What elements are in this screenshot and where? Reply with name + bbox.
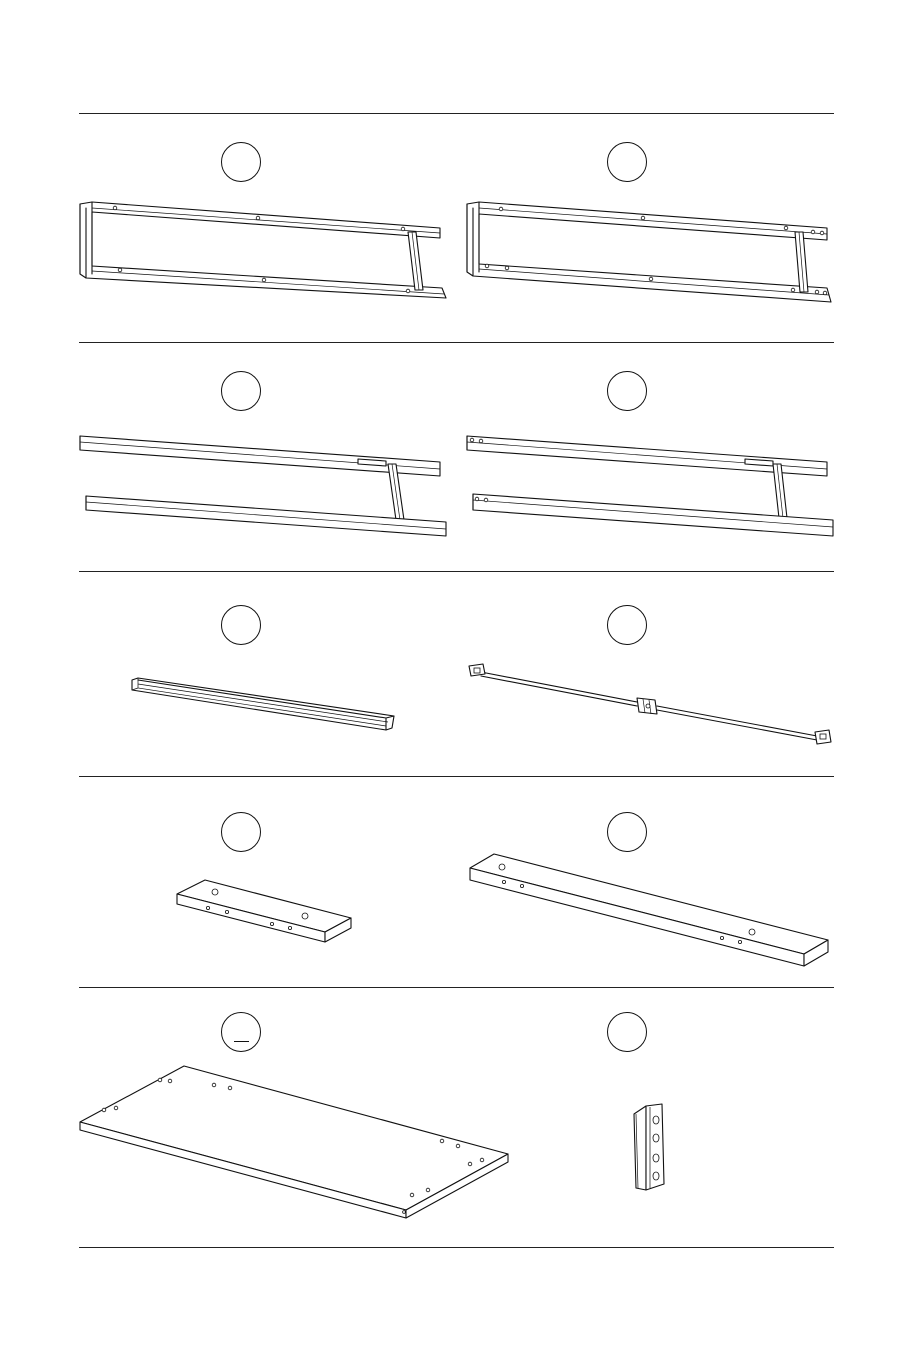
divider-row-4 (79, 987, 834, 988)
divider-bottom (79, 1247, 834, 1248)
part-badge-1 (221, 142, 261, 182)
part-badge-3 (221, 371, 261, 411)
divider-row-1 (79, 342, 834, 343)
part-badge-10 (607, 1012, 647, 1052)
tension-rod-drawing (467, 660, 837, 746)
divider-row-3 (79, 776, 834, 777)
part-badge-9 (221, 1012, 261, 1052)
part-badge-4 (607, 371, 647, 411)
divider-top (79, 113, 834, 114)
frame-open-left-drawing (78, 432, 452, 538)
part-badge-8 (607, 812, 647, 852)
square-tube-drawing (130, 676, 396, 732)
part-badge-7 (221, 812, 261, 852)
wide-panel-drawing (78, 1064, 512, 1222)
badge-underline (234, 1041, 249, 1042)
part-badge-5 (221, 605, 261, 645)
part-badge-6 (607, 605, 647, 645)
connector-bracket-drawing (632, 1102, 666, 1194)
divider-row-2 (79, 571, 834, 572)
frame-rectangle-right-drawing (465, 198, 835, 310)
part-badge-2 (607, 142, 647, 182)
frame-open-right-drawing (465, 432, 839, 538)
frame-rectangle-left-drawing (78, 198, 450, 302)
long-board-drawing (468, 852, 832, 974)
short-board-drawing (175, 878, 355, 944)
